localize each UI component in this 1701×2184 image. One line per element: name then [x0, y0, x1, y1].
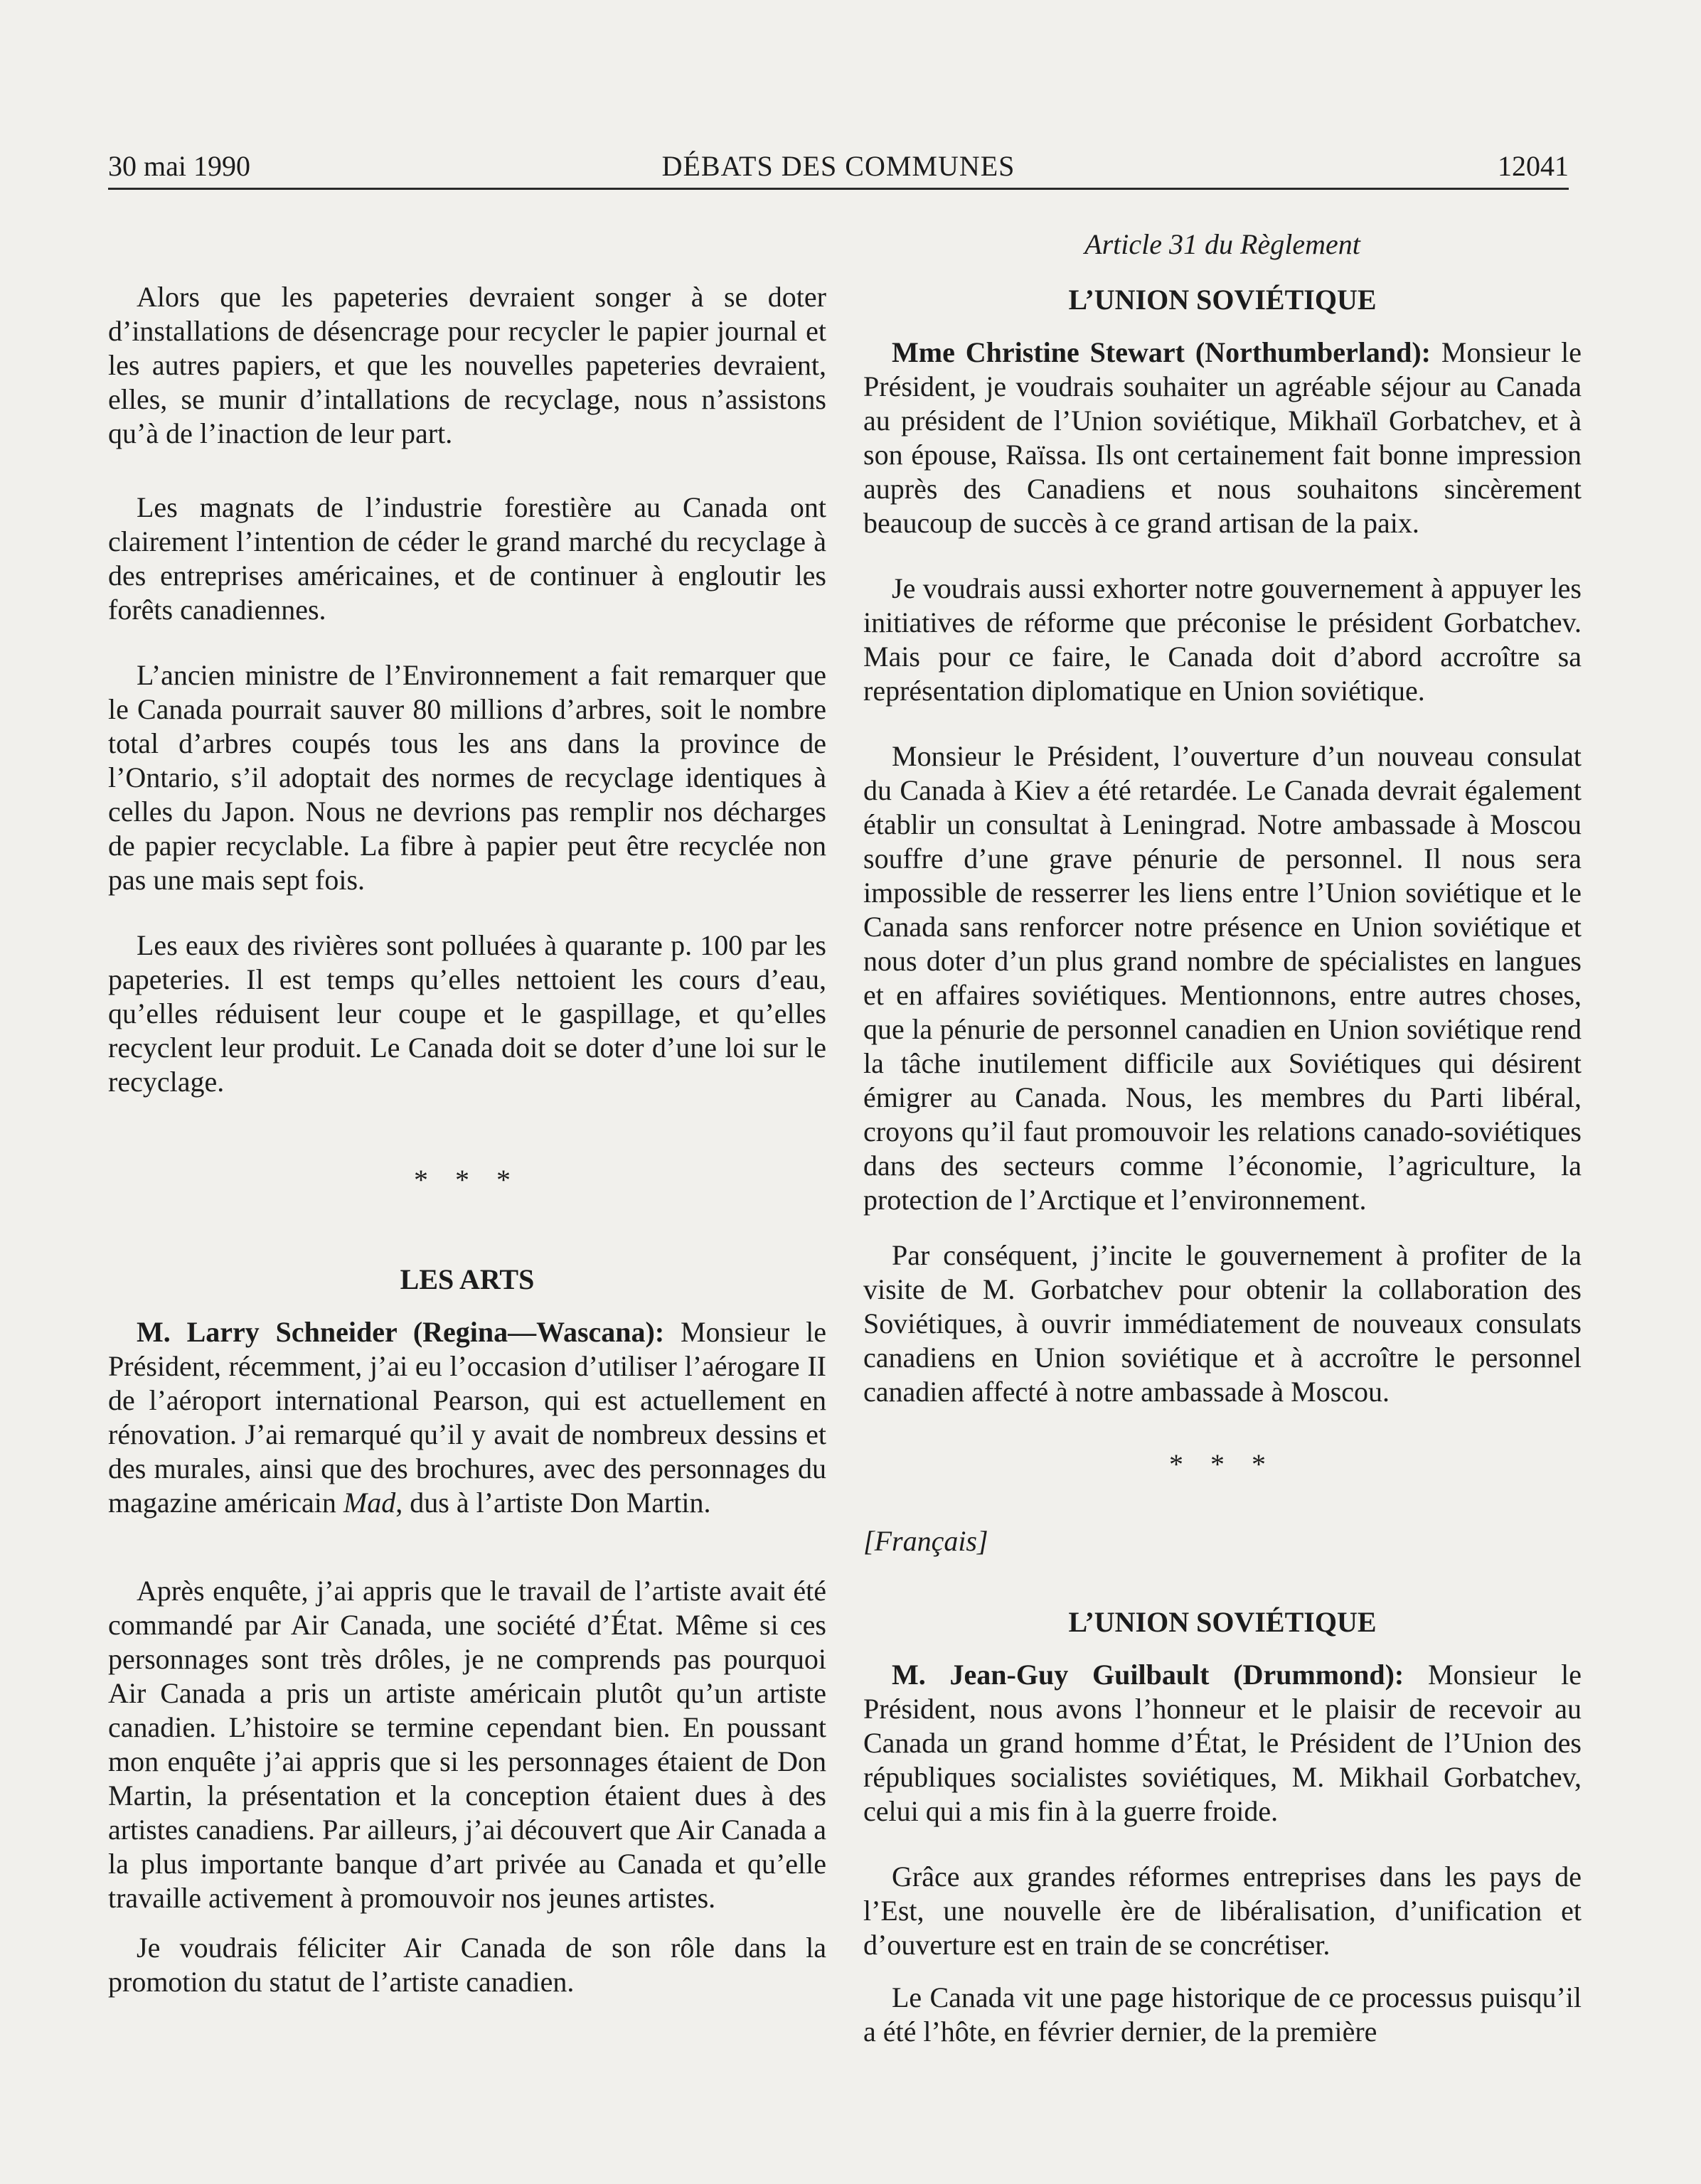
section-separator: * * *: [414, 1164, 521, 1196]
paragraph: Le Canada vit une page historique de ce processus puisqu’il a été l’hôte, en février dernier, de la première: [863, 1981, 1582, 2048]
speech-text: , dus à l’artiste Don Martin.: [395, 1487, 711, 1519]
header-title: DÉBATS DES COMMUNES: [661, 150, 1015, 182]
page-header: [108, 151, 1569, 190]
section-heading: LES ARTS: [400, 1263, 535, 1295]
paragraph: Les magnats de l’industrie forestière au Canada ont clairement l’intention de céder le grand marché du recyclage à des entreprises américaines, et de continuer à engloutir les forêts canadiennes.: [108, 491, 826, 626]
paragraph: Je voudrais féliciter Air Canada de son rôle dans la promotion du statut de l’artiste canadien.: [108, 1932, 826, 1998]
section-heading: L’UNION SOVIÉTIQUE: [1068, 284, 1377, 316]
paragraph: Après enquête, j’ai appris que le travail de l’artiste avait été commandé par Air Canada, une société d’État. Même si ces personnages sont très drôles, je ne comprends pas pourquoi Air Canada a pris un artiste américain plutôt qu’un artiste canadien. L’histoire se termine cependant bien. En poussant mon enquête j’ai appris que si les personnages étaient de Don Martin, la présentation et la conception étaient dues à des artistes canadiens. Par ailleurs, j’ai découvert que Air Canada a la plus importante banque d’art privée au Canada et qu’elle travaille activement à promouvoir nos jeunes artistes.: [108, 1575, 826, 1914]
header-date: 30 mai 1990: [108, 150, 250, 182]
speech-paragraph: [863, 1658, 1582, 1829]
speaker-name: M. Larry Schneider (Regina—Wascana):: [137, 1316, 665, 1348]
language-marker: [Français]: [863, 1525, 988, 1557]
speaker-name: M. Jean-Guy Guilbault (Drummond):: [892, 1659, 1404, 1691]
section-heading: L’UNION SOVIÉTIQUE: [1068, 1606, 1377, 1638]
header-page-number: 12041: [1498, 150, 1569, 182]
speech-text: Monsieur le Président, je voudrais souhaiter un agréable séjour au Canada au président de l’Union soviétique, Mikhaïl Gorbatchev, et à son épouse, Raïssa. Ils ont certainement fait bonne impression auprès des Canadiens et nous souhaitons sincèrement beaucoup de succès à ce grand artisan de la paix.: [863, 336, 1582, 539]
paragraph: Alors que les papeteries devraient songer à se doter d’installations de désencrage pour recycler le papier journal et les autres papiers, et que les nouvelles papeteries devraient, elles, se munir d’intallations de recyclage, nous n’assistons qu’à de l’inaction de leur part.: [108, 281, 826, 449]
magazine-title: Mad: [343, 1487, 396, 1519]
paragraph: Les eaux des rivières sont polluées à quarante p. 100 par les papeteries. Il est temps qu’elles nettoient les cours d’eau, qu’elles réduisent leur coupe et le gaspillage, et qu’elles recyclent leur produit. Le Canada doit se doter d’une loi sur le recyclage.: [108, 929, 826, 1098]
paragraph: Monsieur le Président, l’ouverture d’un nouveau consulat du Canada à Kiev a été retardée. Le Canada devrait également établir un consultat à Leningrad. Notre ambassade à Moscou souffre d’une grave pénurie de personnel. Il nous sera impossible de resserrer les liens entre l’Union soviétique et le Canada sans renforcer notre présence en Union soviétique et nous doter d’un plus grand nombre de spécialistes en langues et en affaires soviétiques. Mentionnons, entre autres choses, que la pénurie de personnel canadien en Union soviétique rend la tâche inutilement difficile aux Soviétiques qui désirent émigrer au Canada. Nous, les membres du Parti libéral, croyons qu’il faut promouvoir les relations canado-soviétiques dans des secteurs comme l’économie, l’agriculture, la protection de l’Arctique et l’environnement.: [863, 740, 1582, 1216]
speech-paragraph: [108, 1315, 826, 1520]
paragraph: Je voudrais aussi exhorter notre gouvernement à appuyer les initiatives de réforme que préconise le président Gorbatchev. Mais pour ce faire, le Canada doit d’abord accroître sa représentation diplomatique en Union soviétique.: [863, 572, 1582, 707]
paragraph: L’ancien ministre de l’Environnement a fait remarquer que le Canada pourrait sauver 80 millions d’arbres, soit le nombre total d’arbres coupés tous les ans dans la province de l’Ontario, s’il adoptait des normes de recyclage identiques à celles du Japon. Nous ne devrions pas remplir nos décharges de papier recyclable. La fibre à papier peut être recyclée non pas une mais sept fois.: [108, 659, 826, 896]
left-column: [108, 228, 826, 2030]
paragraph: Par conséquent, j’incite le gouvernement à profiter de la visite de M. Gorbatchev pour obtenir la collaboration des Soviétiques, à ouvrir immédiatement de nouveaux consulats canadiens en Union soviétique et à accroître le personnel canadien affecté à notre ambassade à Moscou.: [863, 1239, 1582, 1408]
speech-text: Monsieur le Président, nous avons l’honneur et le plaisir de recevoir au Canada un grand homme d’État, le Président de l’Union des républiques socialistes soviétiques, M. Mikhail Gorbatchev, celui qui a mis fin à la guerre froide.: [863, 1659, 1582, 1827]
rubric: Article 31 du Règlement: [1084, 228, 1360, 260]
speaker-name: Mme Christine Stewart (Northumberland):: [892, 336, 1431, 368]
paragraph: Grâce aux grandes réformes entreprises dans les pays de l’Est, une nouvelle ère de libéralisation, d’unification et d’ouverture est en train de se concrétiser.: [863, 1861, 1582, 1961]
right-column: [863, 228, 1582, 2080]
speech-paragraph: [863, 336, 1582, 540]
speech-text: Monsieur le Président, récemment, j’ai eu l’occasion d’utiliser l’aérogare II de l’aéroport international Pearson, qui est actuellement en rénovation. J’ai remarqué qu’il y avait de nombreux dessins et des murales, ainsi que des brochures, avec des personnages du magazine américain: [108, 1316, 827, 1519]
section-separator: * * *: [1169, 1448, 1276, 1480]
